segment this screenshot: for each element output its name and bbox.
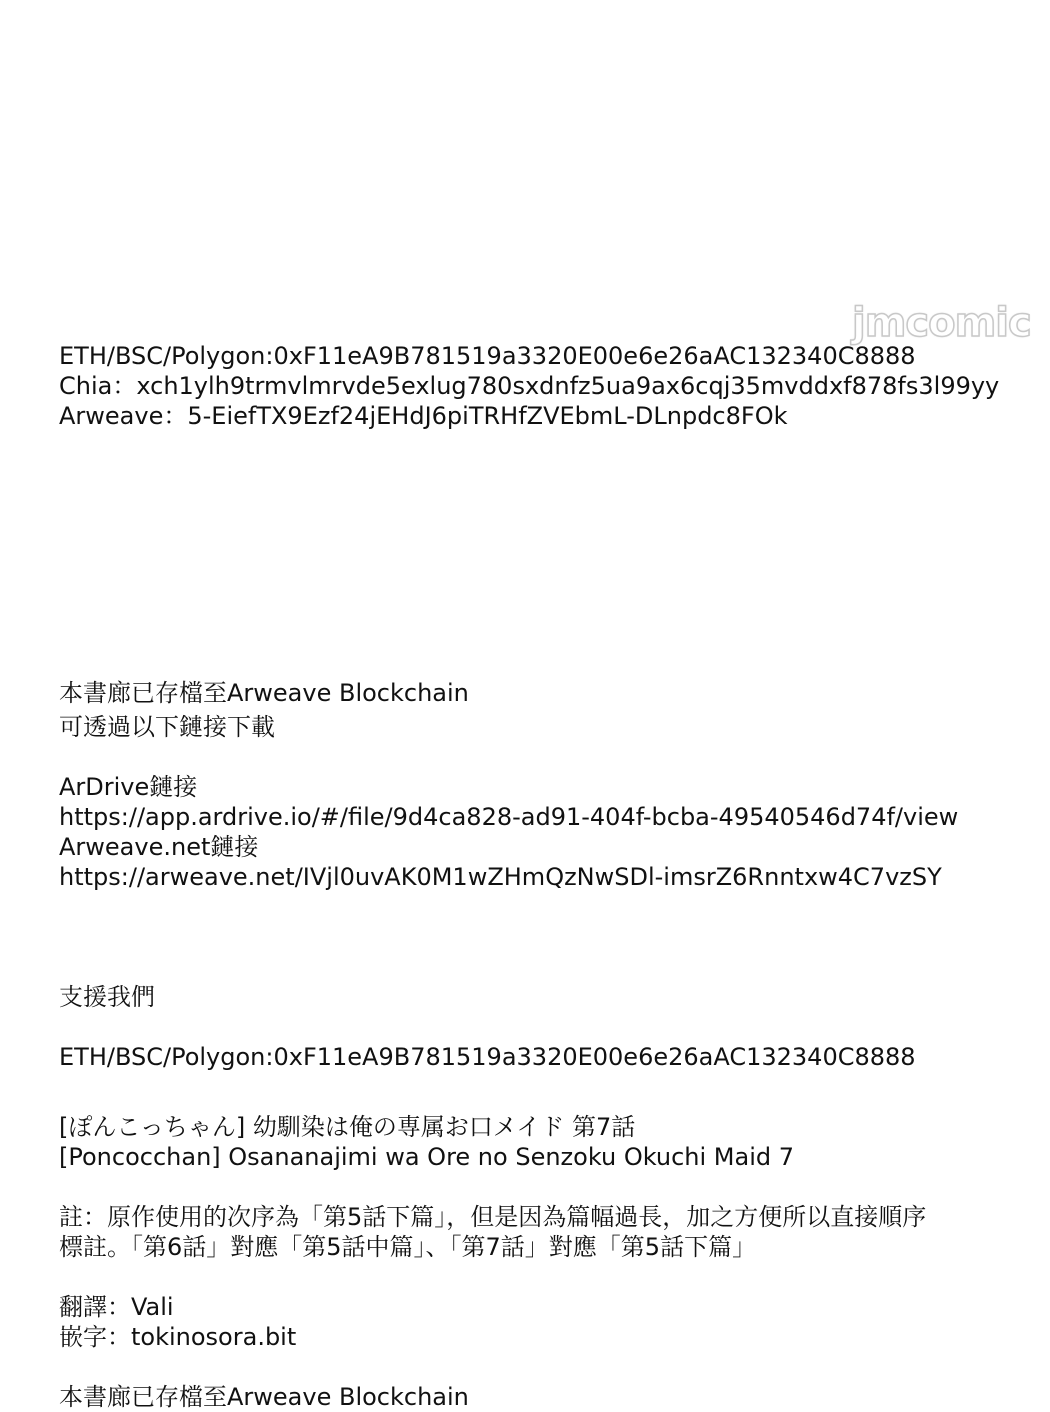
download-text: 可透過以下鏈接下載 [59, 713, 275, 741]
ardrive-label: ArDrive鏈接 [59, 773, 198, 801]
eth-address: ETH/BSC/Polygon:0xF11eA9B781519a3320E00e6e26aAC132340C8888 [59, 342, 916, 370]
archived-line-cut [0, 679, 1050, 708]
archived-line-bottom-cut [0, 1380, 1050, 1411]
typesetter-credit: 嵌字：tokinosora.bit [59, 1323, 297, 1351]
note-line-2: 標註。「第6話」對應「第5話中篇」、「第7話」對應「第5話下篇」 [59, 1233, 757, 1261]
arweave-url[interactable]: https://arweave.net/IVjl0uvAK0M1wZHmQzNwSDl-imsrZ6Rnntxw4C7vzSY [59, 863, 942, 891]
eth-line-cut [0, 1040, 1050, 1071]
jmcomic-watermark: jmcomic [852, 300, 1031, 346]
archived-text-bottom: 本書廊已存檔至Arweave Blockchain [59, 1383, 469, 1411]
title-english: [Poncocchan] Osananajimi wa Ore no Senzoku Okuchi Maid 7 [59, 1143, 794, 1171]
chia-address: Chia：xch1ylh9trmvlmrvde5exlug780sxdnfz5ua9ax6cqj35mvddxf878fs3l99yy [59, 372, 1000, 400]
translator-credit: 翻譯：Vali [59, 1293, 174, 1321]
support-heading: 支援我們 [59, 983, 155, 1011]
arweave-label: Arweave.net鏈接 [59, 833, 259, 861]
archived-text: 本書廊已存檔至Arweave Blockchain [59, 679, 469, 707]
eth-address-cut: ETH/BSC/Polygon:0xF11eA9B781519a3320E00e6e26aAC132340C8888 [59, 1043, 916, 1071]
title-japanese: [ぽんこっちゃん] 幼馴染は俺の専属お口メイド 第7話 [59, 1113, 636, 1141]
arweave-address: Arweave：5-EiefTX9Ezf24jEHdJ6piTRHfZVEbmL-DLnpdc8FOk [59, 402, 788, 430]
wallet-block-top [0, 342, 1050, 435]
note-line-1: 註：原作使用的次序為「第5話下篇」，但是因為篇幅過長，加之方便所以直接順序 [59, 1203, 927, 1231]
ardrive-url[interactable]: https://app.ardrive.io/#/file/9d4ca828-ad91-404f-bcba-49540546d74f/view [59, 803, 959, 831]
